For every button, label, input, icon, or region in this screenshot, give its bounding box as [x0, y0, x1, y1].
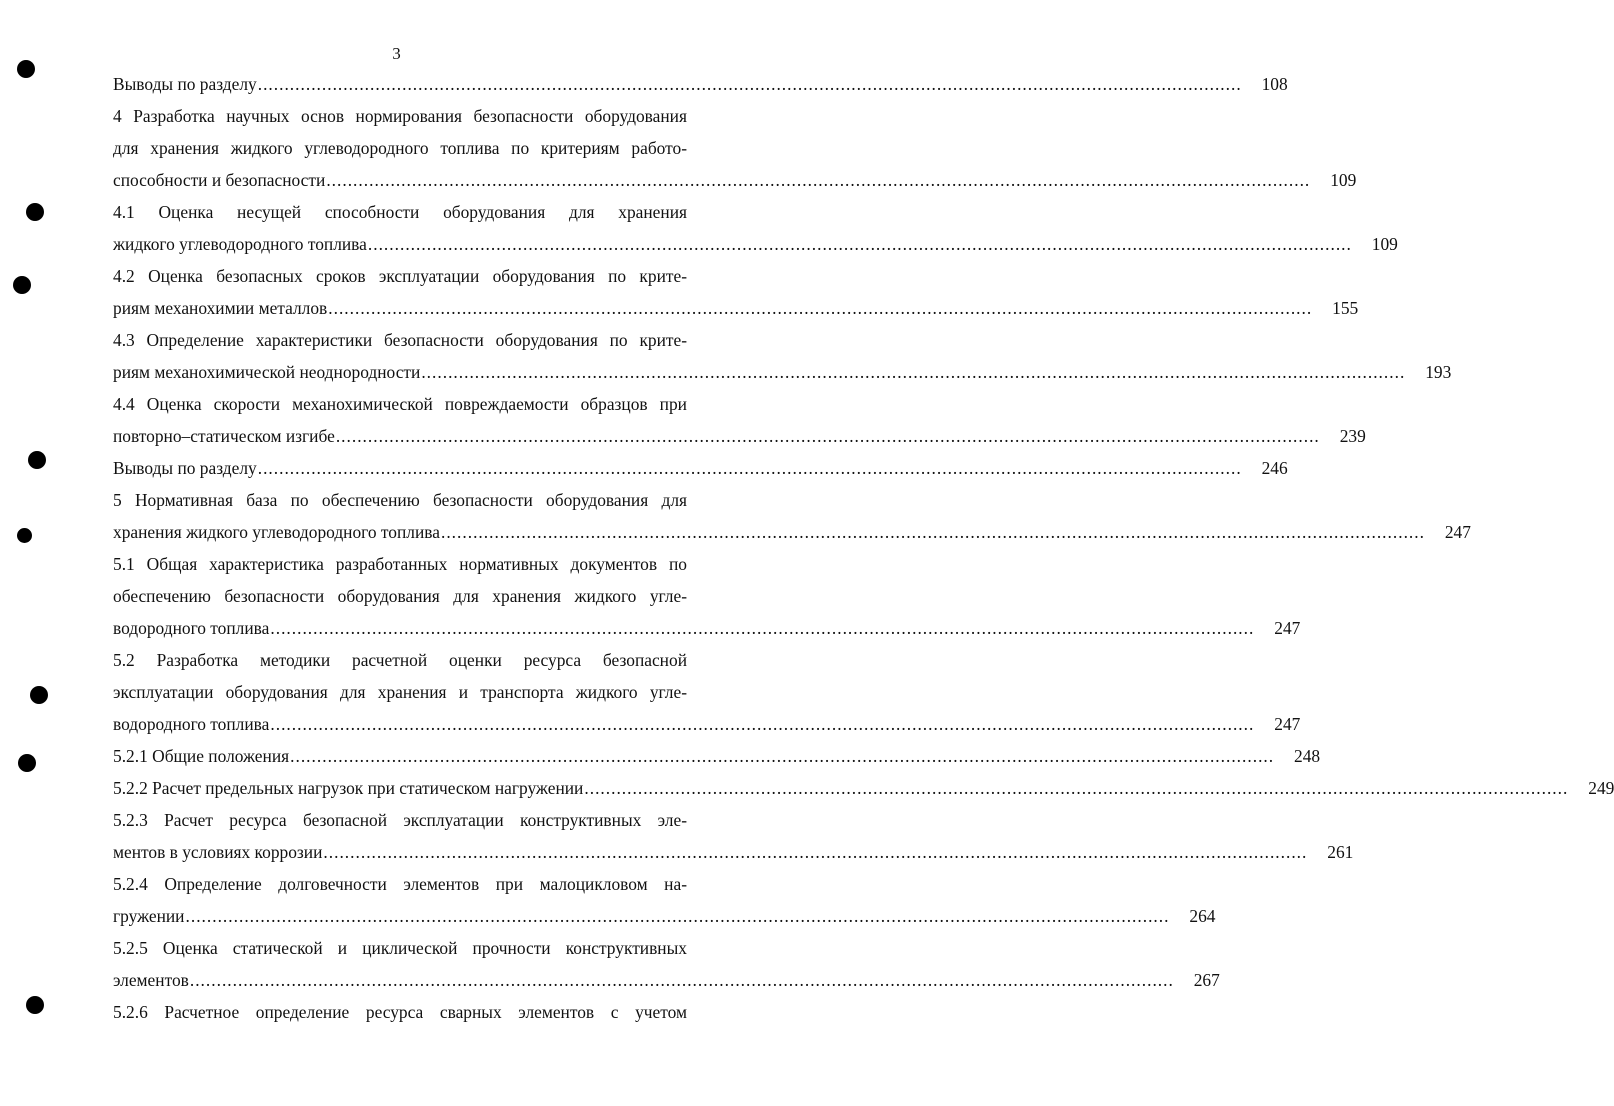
toc-entry-last-line	[113, 612, 1301, 644]
toc-entry-line: 4.3 Определение характеристики безопасности оборудования по крите-	[113, 330, 687, 350]
toc-entry-line: 4.1 Оценка несущей способности оборудования для хранения	[113, 202, 687, 222]
toc-entry-title: хранения жидкого углеводородного топлива	[113, 522, 440, 542]
toc-entry	[113, 932, 1220, 996]
toc-leader-dots: ........................................................................................................................................................................................	[270, 714, 1255, 734]
toc-entry-last-line	[113, 292, 1359, 324]
toc-entry-last-line	[113, 420, 1366, 452]
toc-entry-line: 5.2.3 Расчет ресурса безопасной эксплуатации конструктивных эле-	[113, 810, 687, 830]
toc-entry-last-line	[113, 708, 1301, 740]
toc-entry	[113, 740, 1321, 772]
toc-entry	[113, 196, 1398, 260]
toc-leader-dots: ........................................................................................................................................................................................	[440, 522, 1425, 542]
binder-hole-mark	[30, 686, 48, 704]
toc-leader-dots: ........................................................................................................................................................................................	[185, 906, 1170, 926]
toc-entry	[113, 388, 1366, 452]
toc-page-number: 247	[1274, 714, 1301, 734]
toc-entry-title: 5.2.1 Общие положения	[113, 746, 290, 766]
toc-entry	[113, 260, 1359, 324]
toc-entry	[113, 100, 1357, 196]
toc-leader-dots: ........................................................................................................................................................................................	[367, 234, 1352, 254]
binder-hole-mark	[26, 996, 44, 1014]
toc-entry-title: гружении	[113, 906, 185, 926]
toc-entry-line: 5.1 Общая характеристика разработанных нормативных документов по	[113, 554, 687, 574]
toc-entry-last-line	[113, 452, 1288, 484]
toc-page-number: 108	[1261, 74, 1288, 94]
page-number: 3	[392, 44, 401, 63]
toc-entry-last-line	[113, 228, 1398, 260]
toc-entry-last-line	[113, 164, 1357, 196]
toc-entry-line: обеспечению безопасности оборудования для хранения жидкого угле-	[113, 586, 687, 606]
toc-entry-title: способности и безопасности	[113, 170, 326, 190]
toc-entry-last-line	[113, 740, 1321, 772]
toc-leader-dots: ........................................................................................................................................................................................	[584, 778, 1569, 798]
toc-page-number: 239	[1339, 426, 1366, 446]
binder-hole-mark	[13, 276, 31, 294]
toc-entry-title: водородного топлива	[113, 618, 270, 638]
toc-page-number: 247	[1274, 618, 1301, 638]
toc-entry-title: ментов в условиях коррозии	[113, 842, 323, 862]
toc-entry-title: жидкого углеводородного топлива	[113, 234, 367, 254]
binder-hole-mark	[17, 60, 35, 78]
toc-page-number: 193	[1425, 362, 1452, 382]
toc-entry	[113, 644, 1301, 740]
toc-entry-line: 5.2.6 Расчетное определение ресурса сварных элементов с учетом	[113, 1002, 687, 1022]
toc-entry-line: 4.2 Оценка безопасных сроков эксплуатации оборудования по крите-	[113, 266, 687, 286]
toc-page-number: 155	[1332, 298, 1359, 318]
toc-entry-title: Выводы по разделу	[113, 74, 257, 94]
toc-entry	[113, 484, 1471, 548]
toc-leader-dots: ........................................................................................................................................................................................	[328, 298, 1313, 318]
toc-entry	[113, 868, 1216, 932]
toc-leader-dots: ........................................................................................................................................................................................	[270, 618, 1255, 638]
toc-entry-line: 4.4 Оценка скорости механохимической повреждаемости образцов при	[113, 394, 687, 414]
toc-entry-line: эксплуатации оборудования для хранения и транспорта жидкого угле-	[113, 682, 687, 702]
toc-entry-title: водородного топлива	[113, 714, 270, 734]
binder-hole-mark	[17, 528, 32, 543]
toc-entry-last-line	[113, 772, 1614, 804]
toc-entry	[113, 324, 1452, 388]
toc-page-number: 248	[1294, 746, 1321, 766]
table-of-contents	[113, 68, 1614, 1060]
toc-leader-dots: ........................................................................................................................................................................................	[189, 970, 1174, 990]
toc-leader-dots: ........................................................................................................................................................................................	[290, 746, 1275, 766]
toc-entry	[113, 68, 1288, 100]
toc-entry-title: Выводы по разделу	[113, 458, 257, 478]
toc-page-number: 261	[1327, 842, 1354, 862]
toc-entry-title: элементов	[113, 970, 189, 990]
toc-entry-title: повторно–статическом изгибе	[113, 426, 335, 446]
toc-entry-last-line	[113, 964, 1220, 996]
toc-page-number: 109	[1371, 234, 1398, 254]
toc-entry	[113, 804, 1354, 868]
toc-page-number: 249	[1588, 778, 1614, 798]
toc-page-number: 247	[1444, 522, 1471, 542]
toc-entry-last-line	[113, 900, 1216, 932]
toc-page-number: 109	[1330, 170, 1357, 190]
toc-entry-line: 4 Разработка научных основ нормирования безопасности оборудования	[113, 106, 687, 126]
toc-entry	[113, 452, 1288, 484]
toc-entry-last-line	[113, 356, 1452, 388]
toc-page-number: 246	[1261, 458, 1288, 478]
toc-entry-line: 5.2.4 Определение долговечности элементов при малоцикловом на-	[113, 874, 687, 894]
toc-entry-line: для хранения жидкого углеводородного топлива по критериям работо-	[113, 138, 687, 158]
toc-entry-line: 5.2.5 Оценка статической и циклической прочности конструктивных	[113, 938, 687, 958]
toc-leader-dots: ........................................................................................................................................................................................	[421, 362, 1406, 382]
toc-entry-last-line	[113, 836, 1354, 868]
toc-entry-last-line	[113, 68, 1288, 100]
toc-entry-line: 5.2 Разработка методики расчетной оценки ресурса безопасной	[113, 650, 687, 670]
toc-entry-title: 5.2.2 Расчет предельных нагрузок при статическом нагружении	[113, 778, 584, 798]
binder-hole-mark	[18, 754, 36, 772]
toc-page-number: 267	[1193, 970, 1220, 990]
toc-leader-dots: ........................................................................................................................................................................................	[326, 170, 1311, 190]
toc-leader-dots: ........................................................................................................................................................................................	[323, 842, 1308, 862]
toc-entry-last-line	[113, 1028, 733, 1060]
toc-leader-dots: ........................................................................................................................................................................................	[335, 426, 1320, 446]
binder-hole-mark	[28, 451, 46, 469]
toc-page-number: 264	[1189, 906, 1216, 926]
toc-entry	[113, 996, 733, 1060]
toc-entry-title: риям механохимии металлов	[113, 298, 328, 318]
toc-entry	[113, 548, 1301, 644]
binder-hole-mark	[26, 203, 44, 221]
toc-entry-last-line	[113, 516, 1471, 548]
toc-leader-dots: ........................................................................................................................................................................................	[257, 458, 1242, 478]
toc-entry-title: риям механохимической неоднородности	[113, 362, 421, 382]
toc-entry-line: 5 Нормативная база по обеспечению безопасности оборудования для	[113, 490, 687, 510]
toc-entry	[113, 772, 1614, 804]
toc-leader-dots: ........................................................................................................................................................................................	[257, 74, 1242, 94]
